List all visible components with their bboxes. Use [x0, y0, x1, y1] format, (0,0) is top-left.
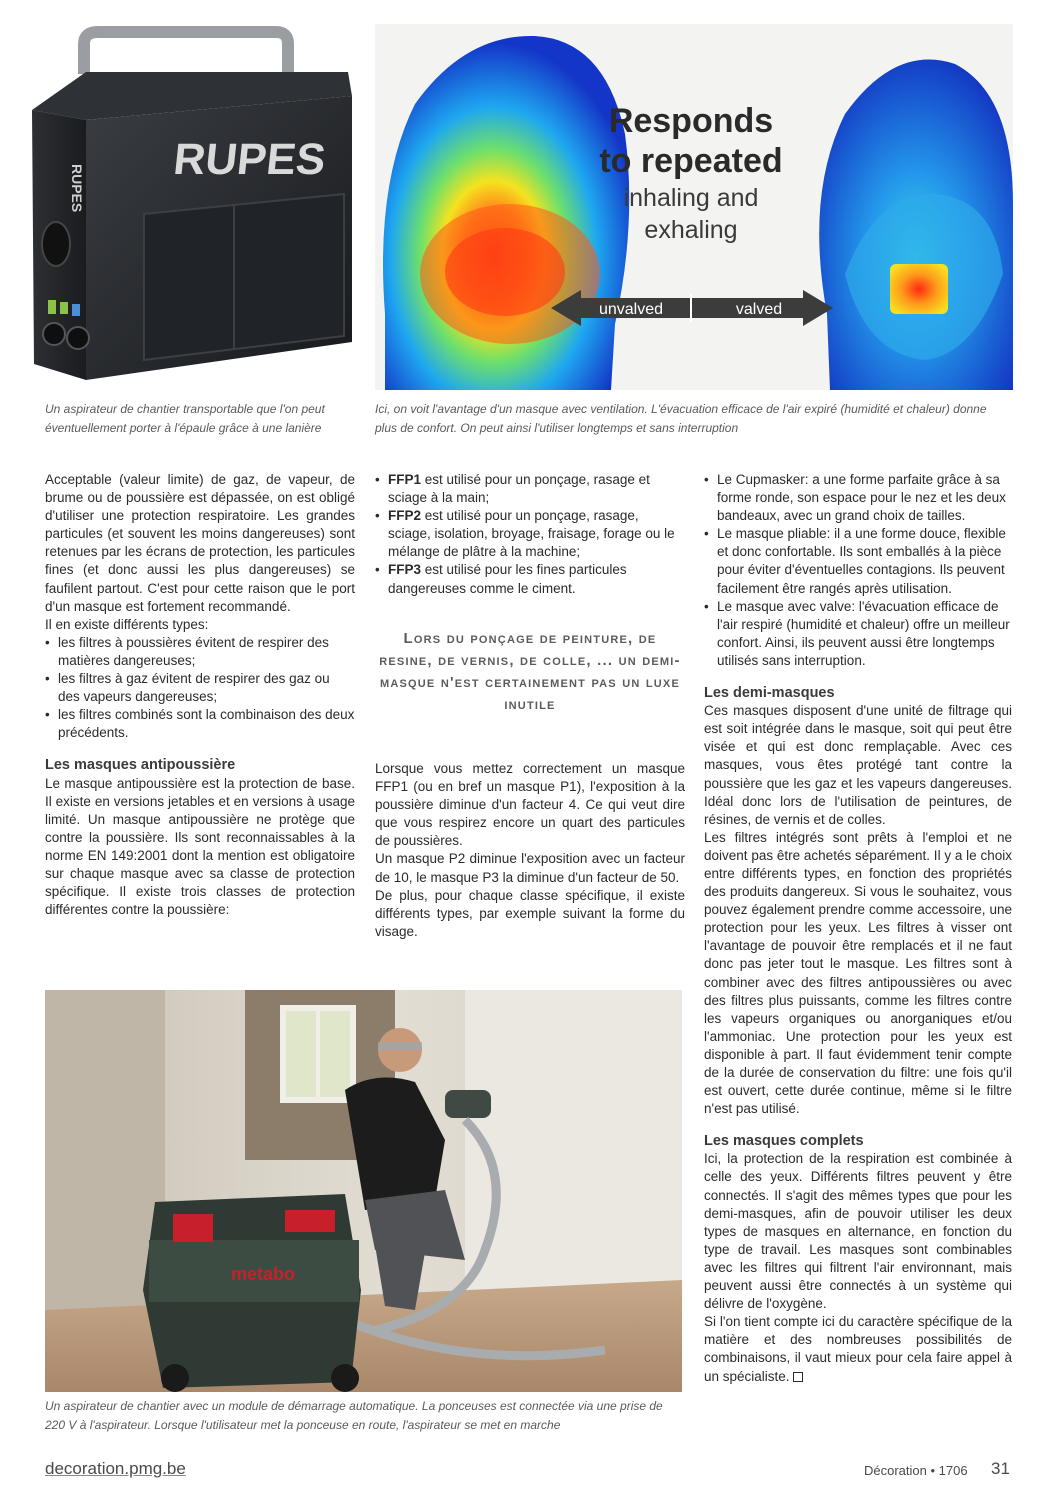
- heading-masques-complets: Les masques complets: [704, 1133, 864, 1150]
- heading-masques-antipoussiere: Les masques antipoussière: [45, 757, 236, 774]
- col3-p2: Les filtres intégrés sont prêts à l'emploi et ne doivent pas être achetés séparément. Il y a le choix entre différents types, en fonction des propriétés des produits dangereux. Si vous le souhaitez, vous pouvez également prendre comme accessoire, une protection pour les yeux. Les filtres à visser ont l'avantage de pouvoir être remplacés et il ne faut donc pas jeter tout le masque. Les filtres sont à combiner avec des filtres antipoussières ou avec des filtres plus puissants, comme les filtres contre les vapeurs organiques ou anorganiques et/ou l'ammoniac. Une protection pour les yeux est disponible à part. Il faut évidemment tenir compte de la durée de conservation du filtre: une fois qu'il est ouvert, cette durée continue, même si le filtre n'est pas utilisé.: [704, 829, 1012, 1117]
- caption-thermal: Ici, on voit l'avantage d'un masque avec ventilation. L'évacuation efficace de l'air expiré (humidité et chaleur) donne plus de confort. On peut ainsi l'utiliser longtemps et sans interruption: [375, 402, 987, 435]
- col1-intro: Acceptable (valeur limite) de gaz, de vapeur, de brume ou de poussière est dépassée, on est obligé d'utiliser une protection respiratoire. Les grandes particules (et souvent les moins dangereuses) sont retenues par les écrans de protection, les particules fines (et donc aussi les plus dangereuses) se faufilent partout. C'est pour cette raison que le port d'un masque est fortement recommandé.: [45, 472, 355, 614]
- list-item: • FFP3 est utilisé pour les fines particules dangereuses comme le ciment.: [375, 562, 627, 596]
- col2-p3: De plus, pour chaque classe spécifique, il existe différents types, par exemple suivant la forme du visage.: [375, 887, 685, 939]
- heading-demi-masques: Les demi-masques: [704, 685, 835, 702]
- vacuum-photo: [26, 24, 364, 384]
- column-1: [45, 471, 355, 919]
- worker-photo: [45, 990, 682, 1392]
- col2-p2: Un masque P2 diminue l'exposition avec un facteur de 10, le masque P3 la diminue d'un facteur de 50.: [375, 851, 685, 885]
- rupes-logo: RUPES: [171, 135, 328, 184]
- col3-p4: Si l'on tient compte ici du caractère spécifique de la matière et des nombreuses possibilités de combinaisons, il vaut mieux pour cela faire appel à un spécialiste.: [704, 1314, 1012, 1384]
- pull-quote: Lors du ponçage de peinture, de resine, de vernis, de colle, ... un demi-masque n'est certainement pas un luxe inutile: [379, 630, 681, 713]
- list-item: • les filtres à gaz évitent de respirer des gaz ou des vapeurs dangereuses;: [45, 671, 330, 705]
- col2-p1: Lorsque vous mettez correctement un masque FFP1 (ou en bref un masque P1), l'exposition à la poussière diminue d'un facteur 4. Ce qui veut dire que vous respirez encore un quart des particules de poussières.: [375, 761, 685, 849]
- list-item: • les filtres à poussières évitent de respirer des matières dangereuses;: [45, 634, 329, 668]
- thermal-headline-1: Responds: [608, 102, 774, 140]
- thermal-headline-2: to repeated: [599, 142, 783, 180]
- footer-issue: Décoration • 1706: [864, 1463, 968, 1478]
- col1-body: Le masque antipoussière est la protection de base. Il existe en versions jetables et en versions à usage limité. Un masque antipoussière ne protège que contre la poussière. Ils sont reconnaissables à la norme EN 149:2001 dont la mention est obligatoire sur chaque masque avec sa classe de protection spécifique. Il existe trois classes de protection différentes contre la poussière:: [45, 775, 355, 918]
- footer-website-link[interactable]: decoration.pmg.be: [45, 1459, 186, 1478]
- caption-vacuum: Un aspirateur de chantier transportable que l'on peut éventuellement porter à l'épaule grâce à une lanière: [45, 402, 325, 435]
- thermal-headline-4: exhaling: [644, 216, 738, 244]
- rupes-side-logo: RUPES: [69, 164, 85, 213]
- column-3: [704, 471, 1012, 1386]
- col3-p1: Ces masques disposent d'une unité de filtrage qui est soit intégrée dans le masque, soit qui peut être visée et qui est donc remplaçable. Avec ces masques, vous êtes protégé tant contre la poussière que les gaz et les vapeurs dangereuses. Idéal donc lors de l'utilisation de peintures, de résines, de vernis et de colles.: [704, 703, 1012, 827]
- thermal-headline-3: inhaling and: [623, 184, 759, 212]
- col1-types-intro: Il en existe différents types:: [45, 616, 209, 632]
- col3-p3: Ici, la protection de la respiration est combinée à celle des yeux. Différents filtres peuvent y être connectés. Il s'agit des mêmes types que pour les demi-masques, afin de pouvoir utiliser les deux types de masques en alternance, en fonction du type de travail. Les masques sont combinables avec les filtres qui filtrent l'air environnant, mais peuvent aussi être connectés à un système qui délivre de l'oxygène.: [704, 1151, 1012, 1312]
- arrow-label-unvalved: unvalved: [598, 301, 664, 318]
- list-item: • Le masque avec valve: l'évacuation efficace de l'air respiré (humidité et chaleur) offre un meilleur confort. Ainsi, ils peuvent aussi être longtemps utilisés sans interruption.: [704, 598, 1010, 668]
- list-item: • FFP1 est utilisé pour un ponçage, rasage et sciage à la main;: [375, 472, 650, 506]
- thermal-image: [375, 24, 1013, 390]
- end-mark-icon: [793, 1372, 803, 1382]
- list-item: • FFP2 est utilisé pour un ponçage, rasage, sciage, isolation, broyage, fraisage, forage ou le mélange de plâtre à la machine;: [375, 508, 675, 560]
- metabo-logo: metabo: [231, 1264, 296, 1284]
- column-2: [375, 471, 685, 598]
- column-2-lower: [375, 760, 685, 941]
- list-item: • Le Cupmasker: a une forme parfaite grâce à sa forme ronde, son espace pour le nez et les deux bandeaux, avec un grand choix de tailles.: [704, 472, 1006, 524]
- list-item: • Le masque pliable: il a une forme douce, flexible et donc confortable. Ils sont emballés à la pièce pour éviter d'éventuelles contagions. Ils peuvent facilement être rangés après utilisation.: [704, 526, 1006, 596]
- page-number: 31: [991, 1459, 1010, 1478]
- caption-worker: Un aspirateur de chantier avec un module de démarrage automatique. La ponceuses est connectée via une prise de 220 V à l'aspirateur. Lorsque l'utilisateur met la ponceuse en route, l'aspirateur se met en marche: [45, 1399, 663, 1432]
- arrow-label-valved: valved: [735, 301, 783, 318]
- list-item: • les filtres combinés sont la combinaison des deux précédents.: [45, 707, 355, 741]
